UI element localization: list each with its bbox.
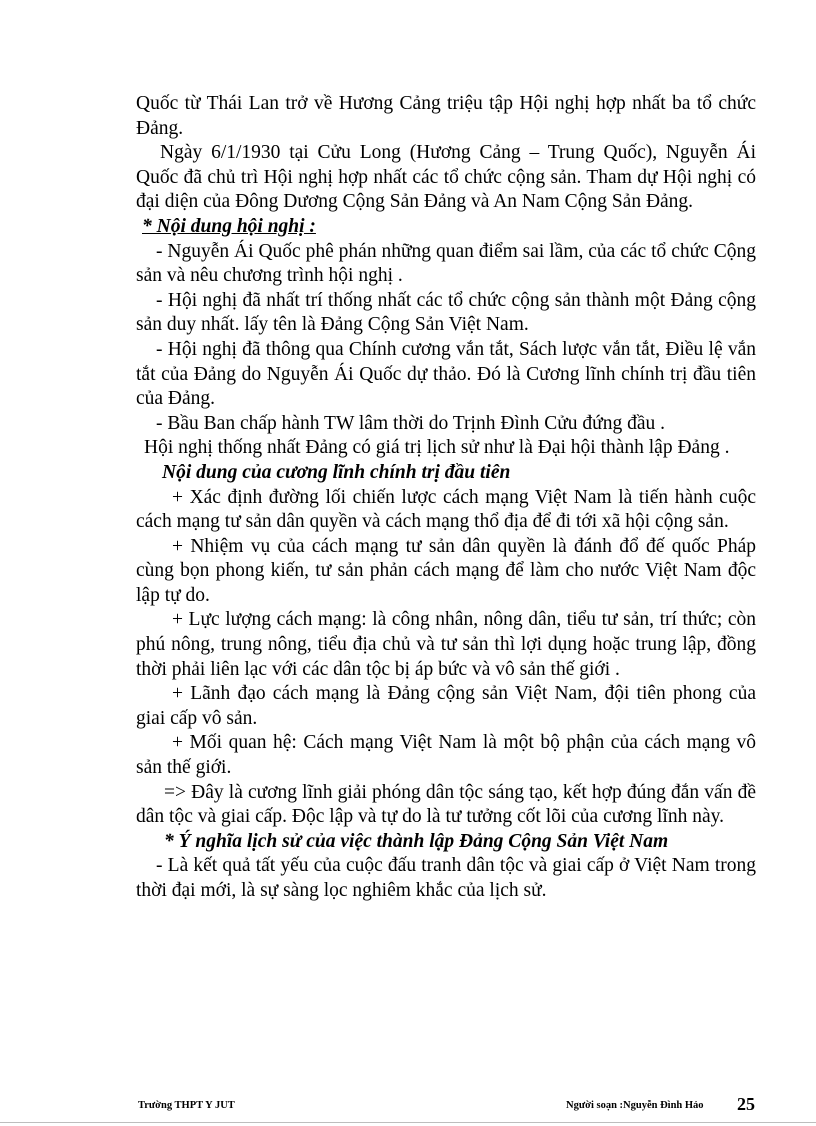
paragraph-item: + Nhiệm vụ của cách mạng tư sản dân quyền là đánh đổ đế quốc Pháp cùng bọn phong kiến, tư sản phản cách mạng để làm cho nước Việt Nam độc lập tự do. (136, 535, 756, 606)
paragraph-item: + Lực lượng cách mạng: là công nhân, nông dân, tiểu tư sản, trí thức; còn phú nông, trung nông, tiểu địa chủ và tư sản thì lợi dụng hoặc trung lập, đồng thời phải liên lạc với các dân tộc bị áp bức và vô sản thế giới . (136, 609, 756, 680)
page-number: 25 (737, 1094, 755, 1114)
heading-platform-content: Nội dung của cương lĩnh chính trị đầu tiên (162, 461, 511, 483)
paragraph-intro: Quốc từ Thái Lan trở về Hương Cảng triệu tập Hội nghị hợp nhất ba tổ chức Đảng. (136, 93, 756, 139)
body-text (136, 92, 756, 904)
paragraph-item: - Là kết quả tất yếu của cuộc đấu tranh dân tộc và giai cấp ở Việt Nam trong thời đại mới, là sự sàng lọc nghiêm khắc của lịch sử. (136, 855, 756, 901)
paragraph-item: - Nguyễn Ái Quốc phê phán những quan điểm sai lầm, của các tổ chức Cộng sản và nêu chương trình hội nghị . (136, 240, 756, 287)
paragraph-summary: Hội nghị thống nhất Đảng có giá trị lịch sử như là Đại hội thành lập Đảng . (144, 437, 730, 459)
paragraph-item: + Mối quan hệ: Cách mạng Việt Nam là một bộ phận của cách mạng vô sản thế giới. (136, 732, 756, 779)
paragraph-item: - Bầu Ban chấp hành TW lâm thời do Trịnh Đình Cửu đứng đầu . (156, 412, 665, 434)
paragraph-item: + Xác định đường lối chiến lược cách mạng Việt Nam là tiến hành cuộc cách mạng tư sản dân quyền và cách mạng thổ địa để đi tới xã hội cộng sản. (136, 486, 756, 533)
footer-school: Trường THPT Y JUT (138, 1100, 235, 1111)
heading-conference-content: * Nội dung hội nghị : (142, 215, 316, 237)
footer-author: Người soạn :Nguyễn Đình Hảo (566, 1100, 704, 1111)
paragraph-item: + Lãnh đạo cách mạng là Đảng cộng sản Việt Nam, đội tiên phong của giai cấp vô sản. (136, 683, 756, 729)
heading-historical-significance: * Ý nghĩa lịch sử của việc thành lập Đảng Cộng Sản Việt Nam (164, 830, 669, 852)
paragraph-conference: Ngày 6/1/1930 tại Cửu Long (Hương Cảng – Trung Quốc), Nguyễn Ái Quốc đã chủ trì Hội nghị hợp nhất các tổ chức cộng sản. Tham dự Hội nghị có đại diện của Đông Dương Cộng Sản Đảng và An Nam Cộng Sản Đảng. (136, 142, 756, 213)
paragraph-item: - Hội nghị đã nhất trí thống nhất các tổ chức cộng sản thành một Đảng cộng sản duy nhất. lấy tên là Đảng Cộng Sản Việt Nam. (136, 289, 756, 336)
paragraph-conclusion: => Đây là cương lĩnh giải phóng dân tộc sáng tạo, kết hợp đúng đắn vấn đề dân tộc và giai cấp. Độc lập và tự do là tư tưởng cốt lõi của cương lĩnh này. (136, 781, 756, 828)
paragraph-item: - Hội nghị đã thông qua Chính cương vắn tắt, Sách lược vắn tắt, Điều lệ vắn tắt của Đảng do Nguyễn Ái Quốc dự thảo. Đó là Cương lĩnh chính trị đầu tiên của Đảng. (136, 338, 756, 410)
